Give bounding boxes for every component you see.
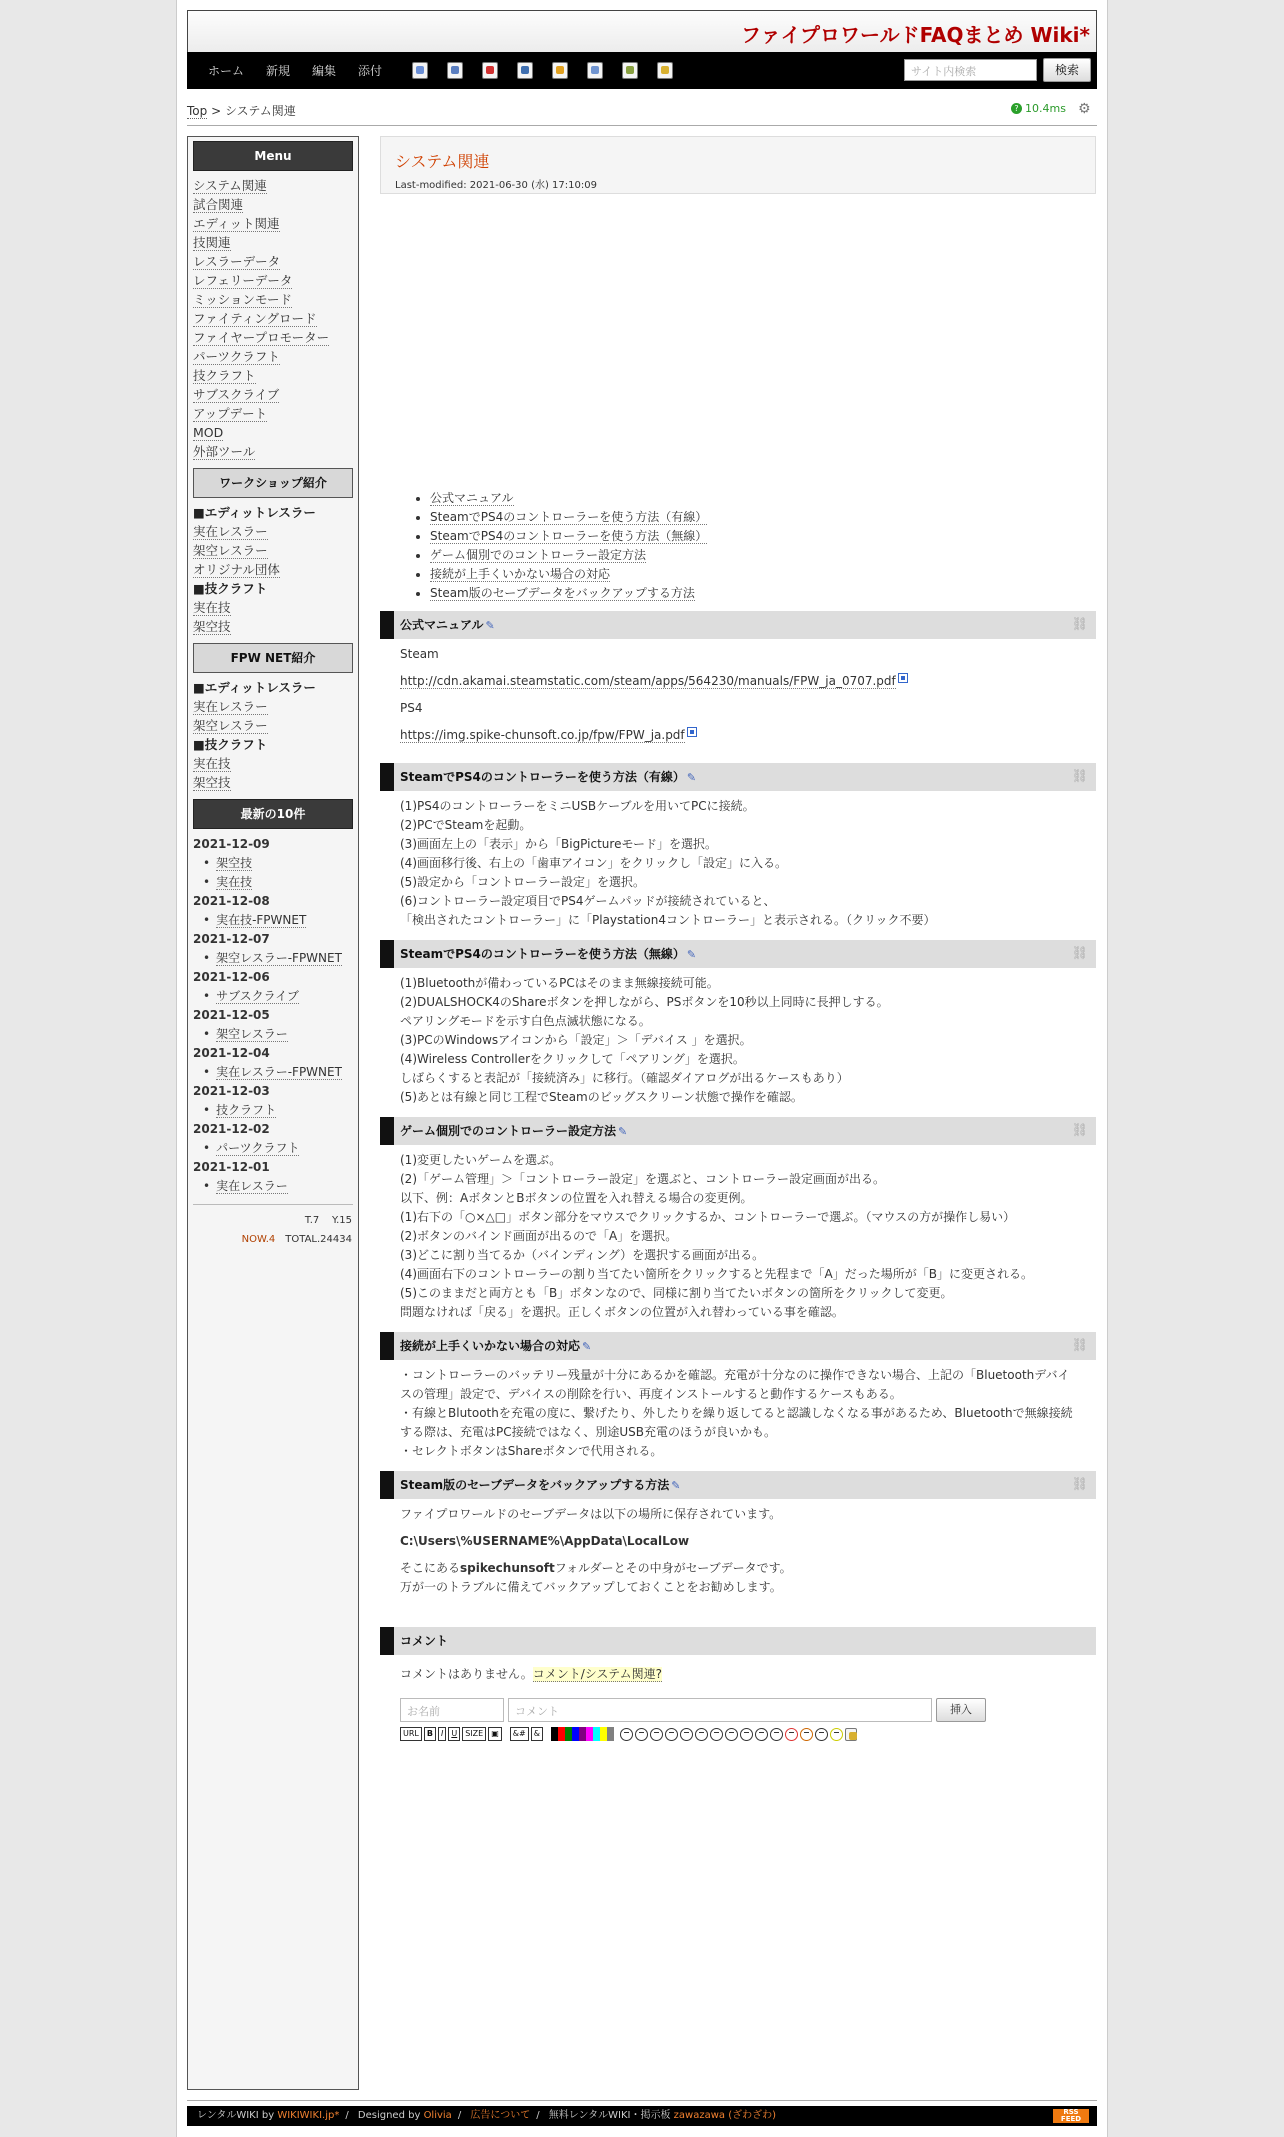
external-link-icon: [687, 727, 697, 737]
text-line: ペアリングモードを示す白色点滅状態になる。: [400, 1014, 651, 1028]
text-line: (6)コントローラー設定項目でPS4ゲームパッドが接続されていると、: [400, 894, 776, 908]
menu-list: [188, 177, 358, 462]
text-line: (1)PS4のコントローラーをミニUSBケーブルを用いてPCに接続。: [400, 799, 755, 813]
toc-link[interactable]: 接続が上手くいかない場合の対応: [430, 567, 611, 581]
attach-icon[interactable]: [622, 62, 638, 79]
separator: /: [457, 2110, 462, 2121]
text-line: (3)画面左上の「表示」から「BigPictureモード」を選択。: [400, 837, 717, 851]
backup-folder-name: spikechunsoft: [460, 1561, 555, 1575]
footer-rental: レンタルWIKI by: [197, 2110, 275, 2121]
sad-icon[interactable]: [695, 1728, 708, 1741]
section-body-wireless: [380, 968, 1096, 1109]
section-heading-backup: [380, 1471, 1096, 1499]
last-modified: Last-modified: 2021-06-30 (水) 17:10:09: [395, 180, 597, 191]
pencil-icon[interactable]: ✎: [686, 771, 697, 784]
workshop-real-move[interactable]: 実在技: [193, 600, 231, 615]
italic-button[interactable]: I: [438, 1727, 446, 1741]
text-line: (5)このままだと両方とも「B」ボタンなので、同様に割り当てたいボタンの箇所をクリックして変更。: [400, 1286, 953, 1300]
toc-link[interactable]: 公式マニュアル: [430, 491, 514, 505]
color-swatch[interactable]: [572, 1727, 579, 1741]
smile-icon[interactable]: [620, 1728, 633, 1741]
workshop-fictional-wrestler[interactable]: 架空レスラー: [193, 543, 268, 558]
zawazawa-link[interactable]: zawazawa (ざわざわ): [673, 2110, 777, 2121]
pencil-icon[interactable]: ✎: [485, 619, 495, 632]
fpwnet-category-move-craft: ■技クラフト: [193, 737, 268, 752]
list-icon[interactable]: [587, 62, 603, 79]
menu-item-system[interactable]: システム関連: [193, 178, 267, 193]
name-field[interactable]: お名前: [400, 1698, 504, 1722]
menu-item-subscribe[interactable]: サブスクライブ: [193, 387, 280, 402]
clock-icon: ?: [1011, 103, 1022, 114]
table-of-contents: [380, 489, 1096, 603]
bigsmile-icon[interactable]: [635, 1728, 648, 1741]
recent-date: 2021-12-05: [193, 1008, 270, 1022]
counter-total: TOTAL.24434: [285, 1234, 352, 1245]
backup-folder-pre: そこにある: [400, 1561, 461, 1575]
recent-item[interactable]: 実在レスラー: [216, 1179, 288, 1193]
section-title: SteamでPS4のコントローラーを使う方法（無線）: [400, 947, 685, 961]
comment-toolbar: [380, 1726, 1096, 1742]
recent-item[interactable]: 実在技: [216, 875, 253, 889]
recent-date: 2021-12-03: [193, 1084, 270, 1098]
divider: [187, 2100, 1097, 2101]
section-heading-troubleshoot: [380, 1332, 1096, 1360]
section-heading-wired: [380, 763, 1096, 791]
table-button[interactable]: ▣: [488, 1727, 502, 1741]
menu-item-wrestler-data[interactable]: レスラーデータ: [193, 254, 281, 269]
menu-item-fighting-road[interactable]: ファイティングロード: [193, 311, 317, 326]
menu-heading: Menu: [193, 141, 353, 171]
recent-date: 2021-12-08: [193, 894, 270, 908]
backup-advice: 万が一のトラブルに備えてバックアップしておくことをお勧めします。: [400, 1580, 782, 1594]
text-line: (2)DUALSHOCK4のShareボタンを押しながら、PSボタンを10秒以上同時に長押しする。: [400, 995, 889, 1009]
counter-now: NOW.4: [241, 1234, 276, 1245]
ad-space: [380, 194, 1096, 489]
menu-item-moves[interactable]: 技関連: [193, 235, 231, 250]
footer-free: 無料レンタルWIKI・掲示板: [548, 2110, 671, 2121]
render-time: 10.4ms: [1025, 102, 1066, 115]
breadcrumb-top-link[interactable]: Top: [187, 104, 208, 118]
char-button[interactable]: &: [531, 1727, 543, 1741]
comment-heading: [380, 1627, 1096, 1655]
text-line: (2)ボタンのバインド画面が出るので「A」を選択。: [400, 1229, 678, 1243]
fpwnet-list: [188, 679, 358, 793]
footer-designed: Designed by: [357, 2110, 421, 2121]
text-line: しばらくすると表記が「接続済み」に移行。（確認ダイアログが出るケースもあり）: [400, 1071, 849, 1085]
section-body-per-game: [380, 1145, 1096, 1324]
angry-icon[interactable]: [755, 1728, 768, 1741]
designer-link[interactable]: Olivia: [423, 2110, 452, 2121]
recent-date: 2021-12-06: [193, 970, 270, 984]
color-swatch[interactable]: [579, 1727, 586, 1741]
recent-list: [188, 835, 358, 1196]
text-line: (5)設定から「コントローラー設定」を選択。: [400, 875, 645, 889]
recent-date: 2021-12-01: [193, 1160, 270, 1174]
backup-icon[interactable]: [657, 62, 673, 79]
menu-item-move-craft[interactable]: 技クラフト: [193, 368, 256, 383]
menu-item-match[interactable]: 試合関連: [193, 197, 244, 212]
header: [187, 10, 1097, 52]
text-line: 「検出されたコントローラー」に「Playstation4コントローラー」と表示される。（クリック不要）: [400, 913, 936, 927]
workshop-heading: ワークショップ紹介: [193, 468, 353, 498]
section-body-backup: [380, 1499, 1096, 1599]
site-title[interactable]: ファイプロワールドFAQまとめ Wiki*: [741, 23, 1090, 47]
section-title: コメント: [400, 1634, 449, 1648]
anchor-link-icon[interactable]: ⛓: [1071, 769, 1088, 784]
insert-button[interactable]: 挿入: [936, 1698, 986, 1722]
steam-label: Steam: [400, 647, 439, 661]
star-icon[interactable]: [800, 1728, 813, 1741]
copy-icon[interactable]: [447, 62, 463, 79]
menu-item-fire-promoter[interactable]: ファイヤープロモーター: [193, 330, 330, 345]
menu-item-mission-mode[interactable]: ミッションモード: [193, 292, 293, 307]
worried-icon[interactable]: [725, 1728, 738, 1741]
fpwnet-fictional-wrestler[interactable]: 架空レスラー: [193, 718, 268, 733]
text-line: (1)Bluetoothが備わっているPCはそのまま無線接続可能。: [400, 976, 719, 990]
happy-icon[interactable]: [710, 1728, 723, 1741]
section-body-manual: [380, 639, 1096, 755]
edit-icon[interactable]: [412, 62, 428, 79]
counter-yesterday: Y.15: [332, 1215, 352, 1226]
page-title-box: [380, 136, 1096, 194]
toc-link[interactable]: SteamでPS4のコントローラーを使う方法（無線）: [430, 529, 708, 543]
footer: [187, 2106, 1097, 2126]
recent-item[interactable]: 実在技-FPWNET: [216, 913, 307, 927]
ps4-label: PS4: [400, 701, 423, 715]
pencil-icon[interactable]: ✎: [582, 1340, 592, 1353]
recent-item[interactable]: 架空技: [216, 856, 253, 870]
main-content: [380, 136, 1096, 1742]
recent-date: 2021-12-04: [193, 1046, 270, 1060]
recent-date: 2021-12-02: [193, 1122, 270, 1136]
color-palette[interactable]: [551, 1727, 614, 1741]
text-line: (1)変更したいゲームを選ぶ。: [400, 1153, 562, 1167]
pencil-icon[interactable]: ✎: [671, 1479, 681, 1492]
color-swatch[interactable]: [558, 1727, 565, 1741]
nav-links: [197, 62, 393, 79]
toc-link[interactable]: ゲーム個別でのコントローラー設定方法: [430, 548, 647, 562]
nav-edit-link[interactable]: 編集: [312, 64, 337, 78]
anchor-link-icon[interactable]: ⛓: [1071, 1123, 1088, 1138]
text-line: (4)画面移行後、右上の「歯車アイコン」をクリックし「設定」に入る。: [400, 856, 787, 870]
sidebar: [187, 136, 359, 2090]
counter-today: T.7: [304, 1215, 320, 1226]
tear-icon[interactable]: [740, 1728, 753, 1741]
comment-page-link[interactable]: コメント/システム関連?: [532, 1667, 662, 1681]
anchor-link-icon[interactable]: ⛓: [1071, 617, 1088, 632]
huh-icon[interactable]: [650, 1728, 663, 1741]
sweat-icon[interactable]: [770, 1728, 783, 1741]
comment-form: [380, 1698, 1096, 1722]
menu-item-update[interactable]: アップデート: [193, 406, 268, 421]
fpwnet-real-wrestler[interactable]: 実在レスラー: [193, 699, 268, 714]
menu-item-edit[interactable]: エディット関連: [193, 216, 280, 231]
wink-icon[interactable]: [680, 1728, 693, 1741]
heart-icon[interactable]: [785, 1728, 798, 1741]
search-button[interactable]: 検索: [1043, 58, 1091, 82]
nav-home-link[interactable]: ホーム: [208, 64, 245, 78]
text-line: (4)画面右下のコントローラーの割り当てたい箇所をクリックすると先程まで「A」だった場所が「B」に変更される。: [400, 1267, 1033, 1281]
page: [176, 0, 1108, 2137]
size-button[interactable]: SIZE: [462, 1727, 486, 1741]
text-line: ・セレクトボタンはShareボタンで代用される。: [400, 1444, 663, 1458]
no-comments-text: コメントはありません。: [400, 1667, 533, 1681]
pencil-icon[interactable]: ✎: [686, 948, 697, 961]
recent-heading: 最新の10件: [193, 799, 353, 829]
breadcrumb-separator: >: [207, 104, 225, 118]
divider: [193, 1204, 353, 1205]
text-line: (2)PCでSteamを起動。: [400, 818, 532, 832]
text-line: (4)Wireless Controllerをクリックして「ペアリング」を選択。: [400, 1052, 745, 1066]
color-swatch[interactable]: [551, 1727, 558, 1741]
section-title: 接続が上手くいかない場合の対応: [400, 1339, 581, 1353]
color-swatch[interactable]: [565, 1727, 572, 1741]
fpwnet-fictional-move[interactable]: 架空技: [193, 775, 231, 790]
text-line: (2)「ゲーム管理」＞「コントローラー設定」を選ぶと、コントローラー設定画面が出る。: [400, 1172, 886, 1186]
oh-icon[interactable]: [665, 1728, 678, 1741]
recent-item[interactable]: サブスクライブ: [216, 989, 299, 1003]
recent-item[interactable]: 架空レスラー: [216, 1027, 288, 1041]
gear-icon[interactable]: ⚙: [1078, 101, 1091, 117]
rename-icon[interactable]: [517, 62, 533, 79]
text-line: 問題なければ「戻る」を選択。正しくボタンの位置が入れ替わっている事を確認。: [400, 1305, 844, 1319]
text-line: (3)どこに割り当てるか（バインディング）を選択する画面が出る。: [400, 1248, 765, 1262]
anchor-link-icon[interactable]: ⛓: [1071, 1338, 1088, 1353]
backup-intro: ファイプロワールドのセーブデータは以下の場所に保存されています。: [400, 1507, 782, 1521]
section-title: Steam版のセーブデータをバックアップする方法: [400, 1478, 670, 1492]
question-icon[interactable]: [815, 1728, 828, 1741]
url-button[interactable]: URL: [400, 1727, 422, 1741]
recent-item[interactable]: 実在レスラー-FPWNET: [216, 1065, 342, 1079]
color-swatch[interactable]: [586, 1727, 593, 1741]
pencil-icon[interactable]: ✎: [618, 1125, 628, 1138]
nav-new-link[interactable]: 新規: [266, 64, 291, 78]
menu-item-referee-data[interactable]: レフェリーデータ: [193, 273, 293, 288]
recent-item[interactable]: 技クラフト: [216, 1103, 277, 1117]
section-body-wired: [380, 791, 1096, 932]
text-line: 以下、例：AボタンとBボタンの位置を入れ替える場合の変更例。: [400, 1191, 753, 1205]
breadcrumb: [187, 102, 296, 119]
toc-link[interactable]: Steam版のセーブデータをバックアップする方法: [430, 586, 695, 600]
section-title: 公式マニュアル: [400, 618, 484, 632]
underline-button[interactable]: U: [448, 1727, 460, 1741]
recent-date: 2021-12-09: [193, 837, 270, 851]
entity-button[interactable]: &#: [510, 1727, 529, 1741]
section-heading-per-game: [380, 1117, 1096, 1145]
delete-icon[interactable]: [482, 62, 498, 79]
comment-field[interactable]: コメント: [508, 1698, 932, 1722]
section-heading-wireless: [380, 940, 1096, 968]
section-title: ゲーム個別でのコントローラー設定方法: [400, 1124, 617, 1138]
lock-icon[interactable]: [552, 62, 568, 79]
breadcrumb-current: システム関連: [224, 104, 296, 118]
ps4-manual-link[interactable]: https://img.spike-chunsoft.co.jp/fpw/FPW_ja.pdf: [400, 728, 685, 742]
menu-item-external-tools[interactable]: 外部ツール: [193, 444, 256, 459]
steam-manual-link[interactable]: http://cdn.akamai.steamstatic.com/steam/apps/564230/manuals/FPW_ja_0707.pdf: [400, 674, 896, 688]
recent-item[interactable]: 架空レスラー-FPWNET: [216, 951, 342, 965]
workshop-category-move-craft: ■技クラフト: [193, 581, 268, 596]
workshop-category-edit-wrestler: ■エディットレスラー: [193, 505, 316, 520]
text-line: (1)右下の「○×△□」ボタン部分をマウスでクリックするか、コントローラーで選ぶ。（マウスの方が操作し易い）: [400, 1210, 1016, 1224]
bold-button[interactable]: B: [424, 1727, 436, 1741]
color-swatch[interactable]: [607, 1727, 614, 1741]
workshop-list: [188, 504, 358, 637]
nav-attach-link[interactable]: 添付: [358, 64, 383, 78]
external-link-icon: [898, 673, 908, 683]
comment-status: [380, 1655, 1096, 1692]
workshop-original-promotion[interactable]: オリジナル団体: [193, 562, 280, 577]
recent-date: 2021-12-07: [193, 932, 270, 946]
ads-link[interactable]: 広告について: [470, 2110, 531, 2121]
fpwnet-category-edit-wrestler: ■エディットレスラー: [193, 680, 316, 695]
backup-folder-post: フォルダーとその中身がセーブデータです。: [554, 1561, 792, 1575]
render-timer: [1011, 102, 1066, 115]
text-line: ・コントローラーのバッテリー残量が十分にあるかを確認。充電が十分なのに操作できない場合、上記の「Bluetoothデバイスの管理」設定で、デバイスの削除を行い、再度インストールすると動作するケースもある。: [400, 1368, 1070, 1401]
recent-item[interactable]: パーツクラフト: [216, 1141, 300, 1155]
menu-item-mod[interactable]: MOD: [193, 425, 224, 440]
anchor-link-icon[interactable]: ⛓: [1071, 1477, 1088, 1492]
workshop-real-wrestler[interactable]: 実在レスラー: [193, 524, 268, 539]
fpwnet-heading: FPW NET紹介: [193, 643, 353, 673]
bulb-icon[interactable]: [830, 1728, 843, 1741]
fpwnet-real-move[interactable]: 実在技: [193, 756, 231, 771]
wikiwiki-link[interactable]: WIKIWIKI.jp*: [277, 2110, 340, 2121]
color-swatch[interactable]: [600, 1727, 607, 1741]
separator: /: [536, 2110, 540, 2121]
nav-icon-bar: [412, 62, 692, 79]
section-body-troubleshoot: [380, 1360, 1096, 1463]
text-line: (3)PCのWindowsアイコンから「設定」＞「デバイス 」を選択。: [400, 1033, 752, 1047]
page-title: システム関連: [395, 152, 490, 171]
text-line: (5)あとは有線と同じ工程でSteamのビッグスクリーン状態で操作を確認。: [400, 1090, 803, 1104]
search-input[interactable]: サイト内検索: [904, 59, 1037, 81]
menu-item-parts-craft[interactable]: パーツクラフト: [193, 349, 280, 364]
access-counter: [188, 1211, 358, 1249]
section-title: SteamでPS4のコントローラーを使う方法（有線）: [400, 770, 685, 784]
section-heading-manual: [380, 611, 1096, 639]
anchor-link-icon[interactable]: ⛓: [1071, 946, 1088, 961]
note-icon[interactable]: [845, 1728, 857, 1741]
color-swatch[interactable]: [593, 1727, 600, 1741]
separator: /: [345, 2110, 349, 2121]
rss-feed-icon[interactable]: RSS FEED: [1053, 2109, 1089, 2123]
toc-link[interactable]: SteamでPS4のコントローラーを使う方法（有線）: [430, 510, 708, 524]
workshop-fictional-move[interactable]: 架空技: [193, 619, 231, 634]
divider: [187, 125, 1097, 126]
text-line: ・有線とBlutoothを充電の度に、繋げたり、外したりを繰り返してると認識しなくなる事があるため、Bluetoothで無線接続する際は、充電はPC接続ではなく、別途USB充電のほうが良いかも。: [400, 1406, 1073, 1439]
save-path: C:\Users\%USERNAME%\AppData\LocalLow: [400, 1534, 690, 1548]
navbar: [187, 52, 1097, 89]
